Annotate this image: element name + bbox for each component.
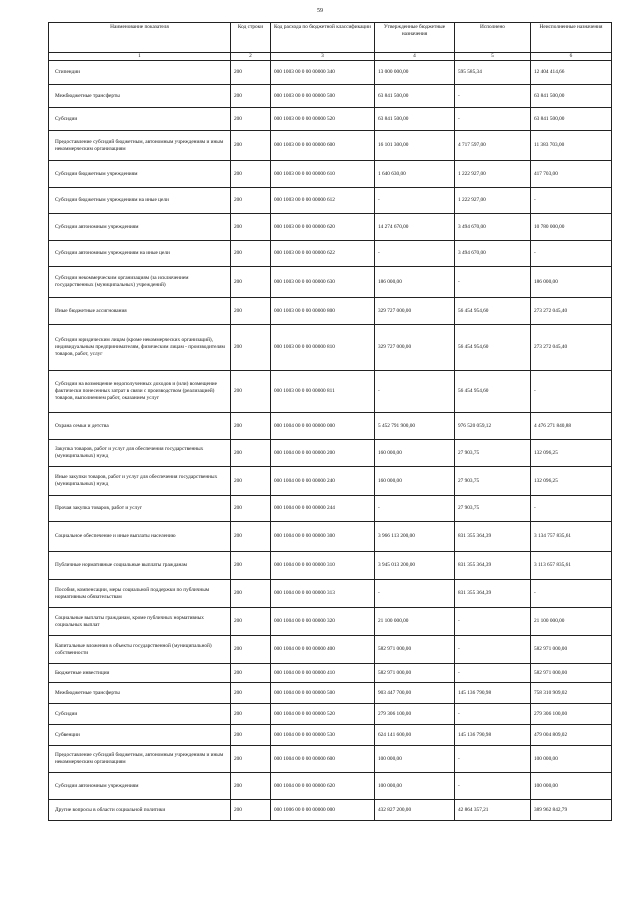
row-unexecuted: 273 272 045,40 [531,298,612,325]
row-unexecuted: 10 780 000,00 [531,214,612,241]
row-classification-code: 000 1003 00 0 00 00000 622 [271,241,375,267]
row-name: Иные закупки товаров, работ и услуг для обеспечения государственных (муниципальных) нужд [49,467,231,496]
row-unexecuted: 389 962 842,79 [531,800,612,821]
row-classification-code: 000 1003 00 0 00 00000 610 [271,161,375,188]
row-name: Капитальные вложения в объекты государственной (муниципальной) собственности [49,636,231,664]
row-line-code: 200 [231,413,271,440]
row-approved: 329 727 000,00 [375,298,455,325]
page-number: 59 [317,8,323,14]
row-approved: 100 000,00 [375,746,455,773]
row-line-code: 200 [231,552,271,580]
row-name: Субсидии [49,108,231,131]
row-executed: 831 355 364,39 [455,580,531,608]
row-line-code: 200 [231,608,271,636]
row-unexecuted: - [531,188,612,214]
row-approved: 1 640 630,00 [375,161,455,188]
header-executed: Исполнено [455,23,531,53]
row-classification-code: 000 1004 00 0 00 00000 600 [271,746,375,773]
row-executed: 145 136 790,98 [455,725,531,746]
row-line-code: 200 [231,108,271,131]
row-executed: - [455,704,531,725]
row-line-code: 200 [231,161,271,188]
row-unexecuted: - [531,580,612,608]
row-unexecuted: 582 971 000,00 [531,664,612,683]
row-unexecuted: 21 100 000,00 [531,608,612,636]
row-unexecuted: 3 134 757 835,61 [531,522,612,552]
row-name: Закупка товаров, работ и услуг для обеспечения государственных (муниципальных) нужд [49,440,231,467]
row-name: Другие вопросы в области социальной политики [49,800,231,821]
row-executed: - [455,108,531,131]
row-executed: 3 494 670,00 [455,241,531,267]
row-executed: - [455,608,531,636]
row-name: Субсидии автономным учреждениям [49,773,231,800]
row-executed: 27 903,75 [455,496,531,522]
table-row [49,161,612,188]
row-classification-code: 000 1004 00 0 00 00000 000 [271,413,375,440]
row-unexecuted: 4 476 271 840,88 [531,413,612,440]
row-classification-code: 000 1003 00 0 00 00000 630 [271,267,375,298]
row-approved: 160 000,00 [375,467,455,496]
table-row [49,108,612,131]
row-line-code: 200 [231,800,271,821]
row-line-code: 200 [231,522,271,552]
row-name: Публичные нормативные социальные выплаты гражданам [49,552,231,580]
row-executed: 27 903,75 [455,440,531,467]
table-row [49,267,612,298]
row-unexecuted: 582 971 000,00 [531,636,612,664]
row-executed: 4 717 597,00 [455,131,531,161]
row-approved: 3 966 113 200,00 [375,522,455,552]
row-line-code: 200 [231,746,271,773]
table-row [49,704,612,725]
row-executed: - [455,85,531,108]
budget-table [48,22,612,821]
row-unexecuted: - [531,241,612,267]
row-approved: 582 971 000,00 [375,636,455,664]
row-approved: 63 841 500,00 [375,108,455,131]
row-classification-code: 000 1004 00 0 00 00000 620 [271,773,375,800]
row-approved: 16 101 300,00 [375,131,455,161]
row-name: Субсидии на возмещение недополученных доходов и (или) возмещение фактически понесенных затрат в связи с производством (реализацией) товаров, выполнением работ, оказанием услуг [49,371,231,413]
row-line-code: 200 [231,496,271,522]
row-executed: 145 136 790,98 [455,683,531,704]
row-unexecuted: 63 841 500,00 [531,85,612,108]
row-name: Охрана семьи и детства [49,413,231,440]
column-number: 3 [271,53,375,61]
table-row [49,522,612,552]
table-row [49,664,612,683]
row-unexecuted: 417 703,00 [531,161,612,188]
row-unexecuted: 758 310 909,02 [531,683,612,704]
row-unexecuted: 479 004 809,02 [531,725,612,746]
row-line-code: 200 [231,664,271,683]
row-unexecuted: - [531,371,612,413]
row-classification-code: 000 1004 00 0 00 00000 310 [271,552,375,580]
row-classification-code: 000 1006 00 0 00 00000 000 [271,800,375,821]
row-executed: 56 454 954,60 [455,325,531,371]
row-line-code: 200 [231,131,271,161]
table-row [49,61,612,85]
row-approved: 160 000,00 [375,440,455,467]
row-unexecuted: 279 306 100,00 [531,704,612,725]
row-name: Субсидии бюджетным учреждениям [49,161,231,188]
row-name: Пособия, компенсации, меры социальной поддержки по публичным нормативным обязательствам [49,580,231,608]
row-classification-code: 000 1004 00 0 00 00000 400 [271,636,375,664]
row-executed: 56 454 954,60 [455,298,531,325]
row-unexecuted: 186 000,00 [531,267,612,298]
row-classification-code: 000 1004 00 0 00 00000 410 [271,664,375,683]
row-line-code: 200 [231,467,271,496]
row-line-code: 200 [231,371,271,413]
row-name: Межбюджетные трансферты [49,683,231,704]
row-name: Субсидии юридическим лицам (кроме некоммерческих организаций), индивидуальным предпринимателям, физическим лицам - производителям товаров, работ, услуг [49,325,231,371]
row-line-code: 200 [231,440,271,467]
table-row [49,608,612,636]
row-name: Бюджетные инвестиции [49,664,231,683]
table-row [49,188,612,214]
row-unexecuted: 132 096,25 [531,467,612,496]
row-classification-code: 000 1004 00 0 00 00000 520 [271,704,375,725]
row-name: Субсидии некоммерческим организациям (за исключением государственных (муниципальных) учреждений) [49,267,231,298]
row-executed: 1 222 927,00 [455,188,531,214]
header-classification-code: Код расхода по бюджетной классификации [271,23,375,53]
row-name: Субвенции [49,725,231,746]
row-line-code: 200 [231,704,271,725]
row-line-code: 200 [231,683,271,704]
row-unexecuted: 100 000,00 [531,746,612,773]
row-approved: 329 727 000,00 [375,325,455,371]
table-row [49,467,612,496]
row-classification-code: 000 1003 00 0 00 00000 810 [271,325,375,371]
header-name: Наименование показателя [49,23,231,53]
row-unexecuted: 132 096,25 [531,440,612,467]
row-executed: 27 903,75 [455,467,531,496]
table-row [49,214,612,241]
row-line-code: 200 [231,85,271,108]
row-line-code: 200 [231,325,271,371]
row-classification-code: 000 1003 00 0 00 00000 620 [271,214,375,241]
row-classification-code: 000 1003 00 0 00 00000 340 [271,61,375,85]
row-name: Стипендии [49,61,231,85]
row-approved: - [375,496,455,522]
row-executed: - [455,267,531,298]
row-classification-code: 000 1004 00 0 00 00000 240 [271,467,375,496]
row-executed: 595 585,34 [455,61,531,85]
row-classification-code: 000 1003 00 0 00 00000 600 [271,131,375,161]
row-executed: 976 520 059,12 [455,413,531,440]
row-line-code: 200 [231,241,271,267]
table-row [49,85,612,108]
row-unexecuted: 3 113 657 835,61 [531,552,612,580]
row-approved: 624 141 600,00 [375,725,455,746]
table-row [49,725,612,746]
row-executed: 42 864 357,21 [455,800,531,821]
table-row [49,371,612,413]
row-line-code: 200 [231,725,271,746]
table-row [49,325,612,371]
row-name: Субсидии автономным учреждениям на иные цели [49,241,231,267]
row-approved: - [375,580,455,608]
row-executed: - [455,746,531,773]
row-executed: 831 355 364,39 [455,522,531,552]
row-executed: 56 454 954,60 [455,371,531,413]
row-classification-code: 000 1004 00 0 00 00000 300 [271,522,375,552]
row-unexecuted: 100 000,00 [531,773,612,800]
header-approved: Утвержденные бюджетные назначения [375,23,455,53]
table-row [49,580,612,608]
row-executed: 1 222 927,00 [455,161,531,188]
row-approved: - [375,188,455,214]
row-name: Иные бюджетные ассигнования [49,298,231,325]
row-name: Социальное обеспечение и иные выплаты населению [49,522,231,552]
row-approved: 279 306 100,00 [375,704,455,725]
header-line-code: Код строки [231,23,271,53]
row-approved: - [375,241,455,267]
row-classification-code: 000 1003 00 0 00 00000 520 [271,108,375,131]
row-approved: 903 447 700,00 [375,683,455,704]
row-approved: 582 971 000,00 [375,664,455,683]
row-approved: 63 841 500,00 [375,85,455,108]
row-unexecuted: 273 272 045,40 [531,325,612,371]
table-row [49,773,612,800]
row-classification-code: 000 1004 00 0 00 00000 500 [271,683,375,704]
column-number: 5 [455,53,531,61]
row-executed: - [455,773,531,800]
row-approved: 13 000 000,00 [375,61,455,85]
row-unexecuted: - [531,496,612,522]
row-name: Субсидии автономным учреждениям [49,214,231,241]
table-row [49,800,612,821]
row-unexecuted: 63 841 500,00 [531,108,612,131]
row-approved: 3 945 013 200,00 [375,552,455,580]
row-approved: 21 100 000,00 [375,608,455,636]
row-name: Предоставление субсидий бюджетным, автономным учреждениям и иным некоммерческим организациям [49,131,231,161]
row-name: Межбюджетные трансферты [49,85,231,108]
row-classification-code: 000 1003 00 0 00 00000 811 [271,371,375,413]
table-row [49,413,612,440]
row-name: Субсидии бюджетным учреждениям на иные цели [49,188,231,214]
row-name: Прочая закупка товаров, работ и услуг [49,496,231,522]
row-line-code: 200 [231,580,271,608]
column-number: 6 [531,53,612,61]
header-unexecuted: Неисполненные назначения [531,23,612,53]
row-approved: 186 000,00 [375,267,455,298]
row-line-code: 200 [231,61,271,85]
row-classification-code: 000 1003 00 0 00 00000 800 [271,298,375,325]
table-row [49,440,612,467]
row-line-code: 200 [231,214,271,241]
row-executed: 831 355 364,39 [455,552,531,580]
row-executed: 3 494 670,00 [455,214,531,241]
table-row [49,241,612,267]
row-classification-code: 000 1004 00 0 00 00000 200 [271,440,375,467]
row-line-code: 200 [231,636,271,664]
row-executed: - [455,664,531,683]
row-line-code: 200 [231,267,271,298]
column-number: 1 [49,53,231,61]
row-unexecuted: 12 404 414,66 [531,61,612,85]
row-classification-code: 000 1003 00 0 00 00000 500 [271,85,375,108]
column-number: 2 [231,53,271,61]
table-row [49,683,612,704]
table-row [49,552,612,580]
table-row [49,636,612,664]
row-name: Предоставление субсидий бюджетным, автономным учреждениям и иным некоммерческим организациям [49,746,231,773]
row-approved: 100 000,00 [375,773,455,800]
row-unexecuted: 11 383 703,00 [531,131,612,161]
table-row [49,746,612,773]
row-approved: 5 452 791 900,00 [375,413,455,440]
row-name: Социальные выплаты гражданам, кроме публичных нормативных социальных выплат [49,608,231,636]
row-classification-code: 000 1003 00 0 00 00000 612 [271,188,375,214]
row-executed: - [455,636,531,664]
table-row [49,496,612,522]
row-line-code: 200 [231,188,271,214]
row-approved: 14 274 670,00 [375,214,455,241]
row-classification-code: 000 1004 00 0 00 00000 244 [271,496,375,522]
row-approved: - [375,371,455,413]
table-row [49,131,612,161]
column-number: 4 [375,53,455,61]
row-name: Субсидии [49,704,231,725]
table-row [49,298,612,325]
row-classification-code: 000 1004 00 0 00 00000 530 [271,725,375,746]
row-classification-code: 000 1004 00 0 00 00000 320 [271,608,375,636]
row-line-code: 200 [231,773,271,800]
row-line-code: 200 [231,298,271,325]
row-classification-code: 000 1004 00 0 00 00000 313 [271,580,375,608]
row-approved: 432 827 200,00 [375,800,455,821]
